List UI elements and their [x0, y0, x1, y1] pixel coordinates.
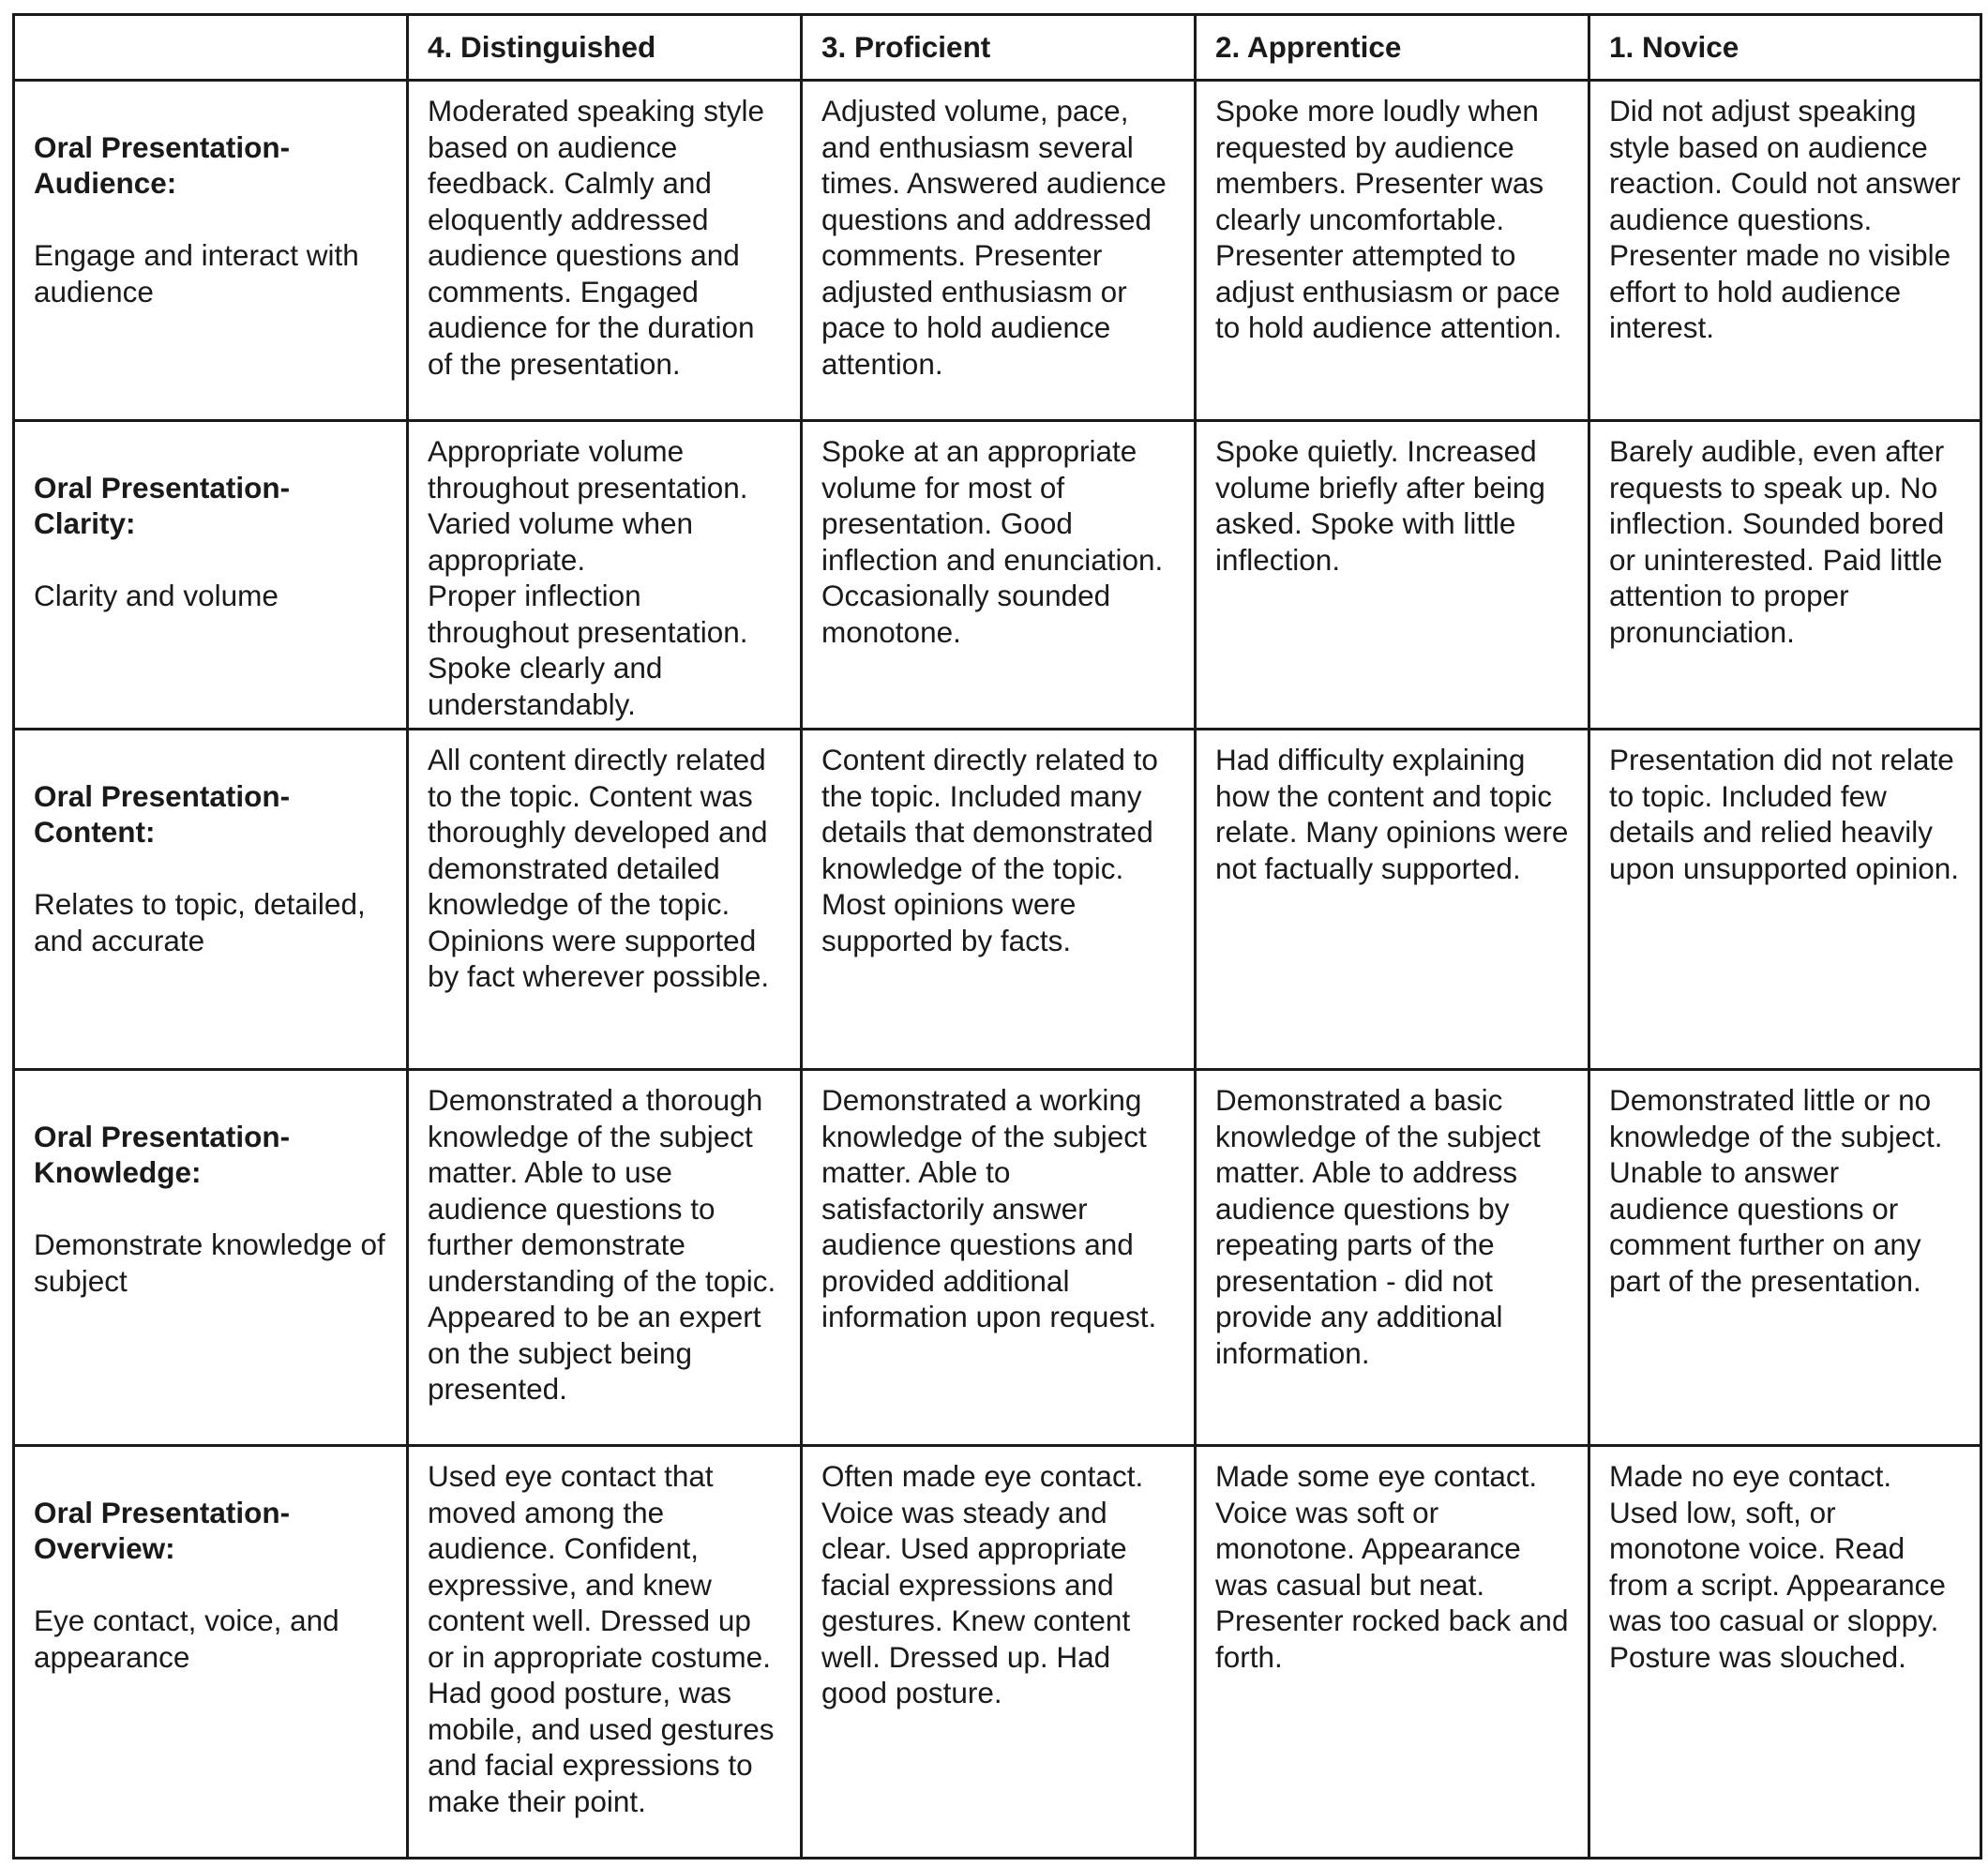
criterion-cell: [14, 81, 408, 421]
criterion-description: Engage and interact with audience: [34, 238, 359, 309]
criterion-title: Oral Presentation- Audience:: [34, 129, 291, 200]
criterion-description: Demonstrate knowledge of subject: [34, 1227, 385, 1298]
rubric-cell-proficient: Spoke at an appropriate volume for most of presentation. Good inflection and enunciation. Occasionally sounded monotone.: [802, 421, 1196, 730]
header-row: [14, 15, 1981, 81]
header-distinguished: 4. Distinguished: [408, 15, 802, 81]
rubric-cell-apprentice: Had difficulty explaining how the content and topic relate. Many opinions were not factually supported.: [1196, 730, 1589, 1070]
rubric-cell-apprentice: Made some eye contact. Voice was soft or monotone. Appearance was casual but neat. Presenter rocked back and forth.: [1196, 1446, 1589, 1859]
criterion-title: Oral Presentation- Clarity:: [34, 470, 291, 540]
criterion-description: Eye contact, voice, and appearance: [34, 1604, 339, 1674]
rubric-cell-distinguished: All content directly related to the topic. Content was thoroughly developed and demonstrated detailed knowledge of the topic. Opinions were supported by fact wherever possible.: [408, 730, 802, 1070]
table-row-overview: [14, 1446, 1981, 1859]
rubric-cell-proficient: Demonstrated a working knowledge of the subject matter. Able to satisfactorily answer audience questions and provided additional information upon request.: [802, 1070, 1196, 1446]
criterion-cell: [14, 730, 408, 1070]
rubric-cell-novice: Did not adjust speaking style based on audience reaction. Could not answer audience questions. Presenter made no visible effort to hold audience interest.: [1589, 81, 1981, 421]
rubric-cell-novice: Presentation did not relate to topic. Included few details and relied heavily upon unsupported opinion.: [1589, 730, 1981, 1070]
criterion-cell: [14, 1446, 408, 1859]
table-row-audience: [14, 81, 1981, 421]
rubric-cell-distinguished: Demonstrated a thorough knowledge of the subject matter. Able to use audience questions to further demonstrate understanding of the topic. Appeared to be an expert on the subject being presented.: [408, 1070, 802, 1446]
header-apprentice: 2. Apprentice: [1196, 15, 1589, 81]
rubric-cell-apprentice: Spoke quietly. Increased volume briefly after being asked. Spoke with little inflection.: [1196, 421, 1589, 730]
corner-cell: [14, 15, 408, 81]
rubric-cell-novice: Demonstrated little or no knowledge of the subject. Unable to answer audience questions or comment further on any part of the presentation.: [1589, 1070, 1981, 1446]
criterion-cell: [14, 421, 408, 730]
table-row-clarity: [14, 421, 1981, 730]
rubric-table: [12, 13, 1982, 1859]
rubric-cell-proficient: Content directly related to the topic. Included many details that demonstrated knowledge of the topic. Most opinions were supported by facts.: [802, 730, 1196, 1070]
criterion-title: Oral Presentation- Knowledge:: [34, 1119, 291, 1189]
rubric-cell-novice: Barely audible, even after requests to speak up. No inflection. Sounded bored or uninterested. Paid little attention to proper pronunciation.: [1589, 421, 1981, 730]
criterion-title: Oral Presentation- Content:: [34, 778, 291, 849]
rubric-cell-novice: Made no eye contact. Used low, soft, or monotone voice. Read from a script. Appearance was too casual or sloppy. Posture was slouched.: [1589, 1446, 1981, 1859]
criterion-description: Clarity and volume: [34, 579, 279, 612]
rubric-cell-distinguished: Used eye contact that moved among the audience. Confident, expressive, and knew content well. Dressed up or in appropriate costume. Had good posture, was mobile, and used gestures and facial expressions to make their point.: [408, 1446, 802, 1859]
criterion-cell: [14, 1070, 408, 1446]
rubric-cell-apprentice: Demonstrated a basic knowledge of the subject matter. Able to address audience questions by repeating parts of the presentation - did not provide any additional information.: [1196, 1070, 1589, 1446]
rubric-cell-distinguished: Moderated speaking style based on audience feedback. Calmly and eloquently addressed audience questions and comments. Engaged audience for the duration of the presentation.: [408, 81, 802, 421]
header-proficient: 3. Proficient: [802, 15, 1196, 81]
rubric-cell-apprentice: Spoke more loudly when requested by audience members. Presenter was clearly uncomfortable. Presenter attempted to adjust enthusiasm or pace to hold audience attention.: [1196, 81, 1589, 421]
criterion-title: Oral Presentation- Overview:: [34, 1495, 291, 1565]
table-row-content: [14, 730, 1981, 1070]
criterion-description: Relates to topic, detailed, and accurate: [34, 887, 366, 957]
rubric-cell-proficient: Often made eye contact. Voice was steady and clear. Used appropriate facial expressions and gestures. Knew content well. Dressed up. Had good posture.: [802, 1446, 1196, 1859]
rubric-cell-proficient: Adjusted volume, pace, and enthusiasm several times. Answered audience questions and addressed comments. Presenter adjusted enthusiasm or pace to hold audience attention.: [802, 81, 1196, 421]
rubric-cell-distinguished: Appropriate volume throughout presentation. Varied volume when appropriate. Proper inflection throughout presentation. Spoke clearly and understandably.: [408, 421, 802, 730]
table-row-knowledge: [14, 1070, 1981, 1446]
header-novice: 1. Novice: [1589, 15, 1981, 81]
